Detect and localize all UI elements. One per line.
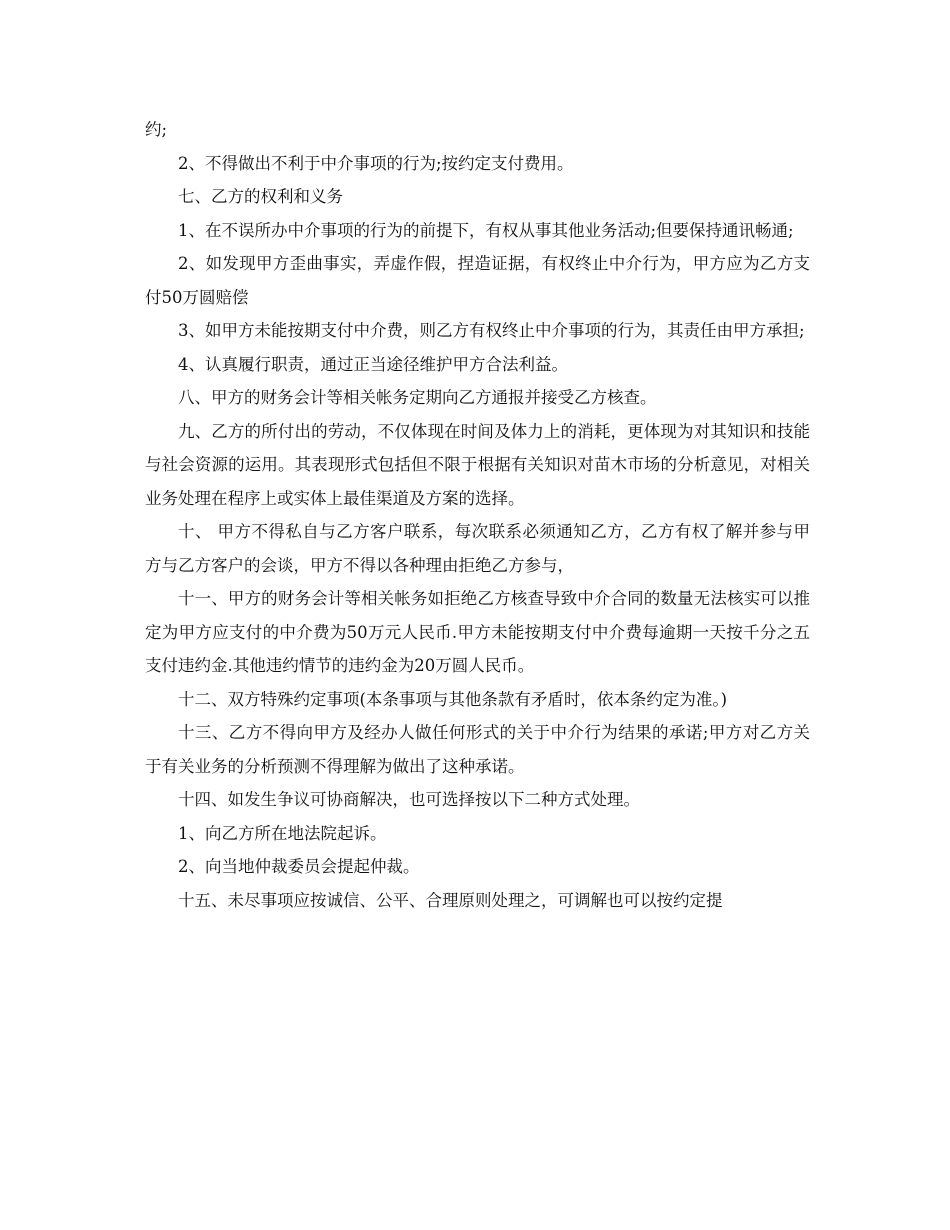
section-9: 九、乙方的所付出的劳动，不仅体现在时间及体力上的消耗，更体现为对其知识和技能与社会资源的运用。其表现形式包括但不限于根据有关知识对苗木市场的分析意见，对相关业务处理在程序上或实体上最佳渠道及方案的选择。 — [145, 421, 810, 508]
paragraph-item-3-terminate-on-nonpayment: 3、如甲方未能按期支付中介费，则乙方有权终止中介事项的行为，其责任由甲方承担; — [178, 321, 805, 340]
section-12: 十二、双方特殊约定事项(本条事项与其他条款有矛盾时，依本条约定为准。) — [178, 689, 728, 709]
paragraph-item-2-terminate-on-fraud: 2、如发现甲方歪曲事实，弄虚作假，捏造证据，有权终止中介行为，甲方应为乙方支付50万圆赔偿 — [145, 254, 810, 307]
document-body — [145, 113, 810, 917]
section-11: 十一、甲方的财务会计等相关帐务如拒绝乙方核查导致中介合同的数量无法核实可以推定为甲方应支付的中介费为50万元人民币.甲方未能按期支付中介费每逾期一天按千分之五支付违约金.其他违约情节的违约金为20万圆人民币。 — [145, 589, 810, 675]
paragraph-option-1-court: 1、向乙方所在地法院起诉。 — [178, 823, 387, 843]
section-15: 十五、未尽事项应按诚信、公平、合理原则处理之，可调解也可以按约定提 — [178, 890, 723, 910]
paragraph-item-1-other-business: 1、在不误所办中介事项的行为的前提下，有权从事其他业务活动;但要保持通讯畅通; — [178, 220, 794, 240]
paragraph-item-2-no-adverse-actions: 2、不得做出不利于中介事项的行为;按约定支付费用。 — [178, 153, 574, 173]
section-heading-7: 七、乙方的权利和义务 — [178, 187, 343, 206]
paragraph-option-2-arbitration: 2、向当地仲裁委员会提起仲裁。 — [178, 857, 420, 876]
section-13: 十三、乙方不得向甲方及经办人做任何形式的关于中介行为结果的承诺;甲方对乙方关于有关业务的分析预测不得理解为做出了这种承诺。 — [145, 723, 810, 776]
section-10: 十、 甲方不得私自与乙方客户联系，每次联系必须通知乙方，乙方有权了解并参与甲方与乙方客户的会谈，甲方不得以各种理由拒绝乙方参与， — [145, 522, 810, 575]
section-8: 八、甲方的财务会计等相关帐务定期向乙方通报并接受乙方核查。 — [178, 388, 657, 407]
paragraph-continuation: 约; — [145, 120, 168, 139]
paragraph-item-4-duties: 4、认真履行职责，通过正当途径维护甲方合法利益。 — [178, 354, 568, 374]
section-14: 十四、如发生争议可协商解决，也可选择按以下二种方式处理。 — [178, 790, 640, 809]
